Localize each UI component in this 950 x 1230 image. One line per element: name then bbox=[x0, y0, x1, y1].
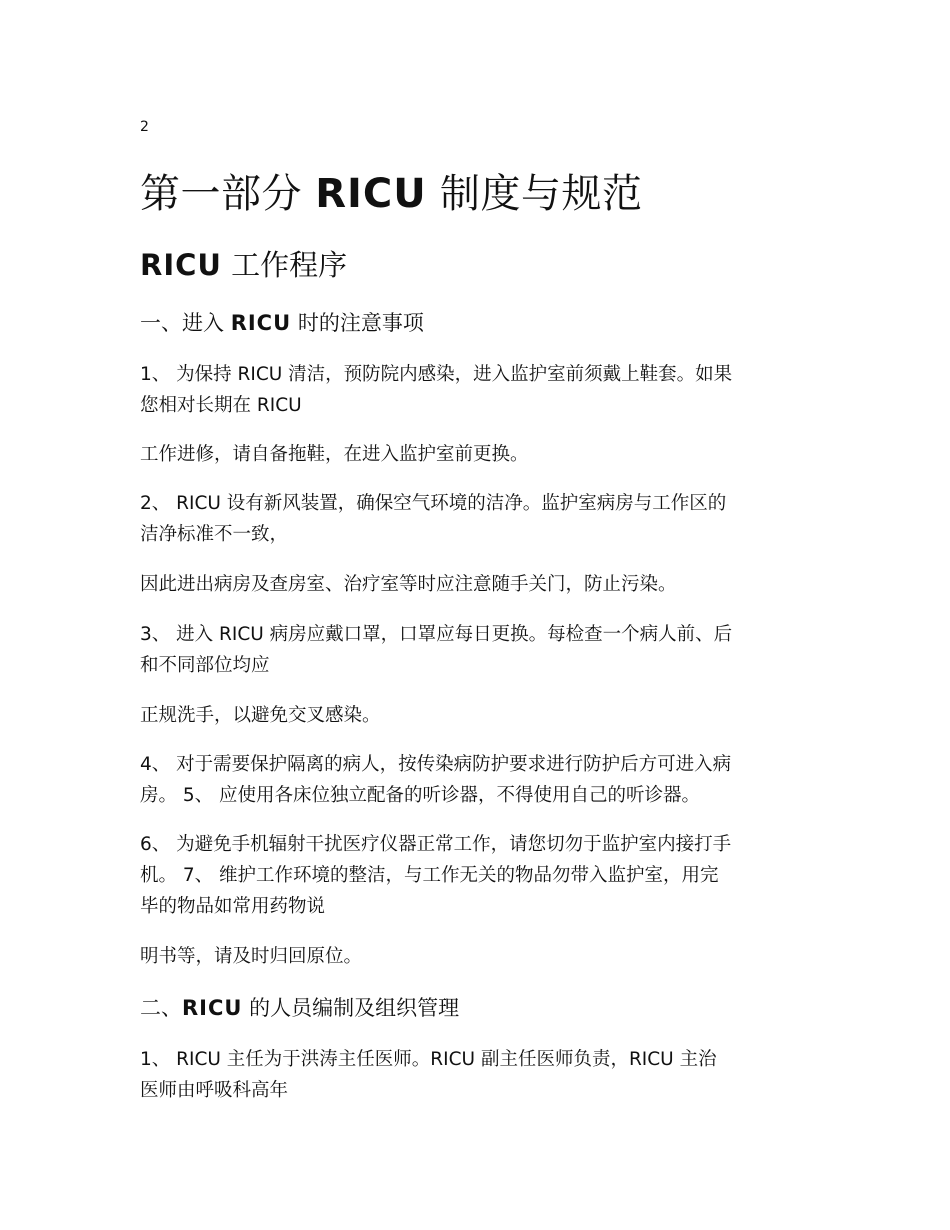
paragraph-line: 您相对长期在 RICU bbox=[140, 395, 302, 416]
title-suffix: 制度与规范 bbox=[426, 171, 643, 217]
section1-prefix: 一、进入 bbox=[140, 311, 231, 335]
paragraph-line: 和不同部位均应 bbox=[140, 655, 270, 676]
title-prefix: 第一部分 bbox=[140, 171, 316, 217]
paragraph-line: 1、 为保持 RICU 清洁，预防院内感染，进入监护室前须戴上鞋套。如果 bbox=[140, 364, 733, 385]
subsection-heading-1 bbox=[140, 308, 424, 338]
paragraph-line: 洁净标准不一致， bbox=[140, 524, 289, 545]
paragraph-3 bbox=[140, 488, 815, 550]
section2-prefix: 二、 bbox=[140, 996, 182, 1020]
paragraph-line: 房。 5、 应使用各床位独立配备的听诊器，不得使用自己的听诊器。 bbox=[140, 785, 701, 806]
paragraph-8 bbox=[140, 829, 815, 922]
subtitle-suffix: 工作程序 bbox=[221, 248, 348, 282]
section1-bold: RICU bbox=[230, 311, 292, 335]
paragraph-9 bbox=[140, 941, 815, 972]
paragraph-line: 2、 RICU 设有新风装置，确保空气环境的洁净。监护室病房与工作区的 bbox=[140, 493, 727, 514]
paragraph-line: 4、 对于需要保护隔离的病人，按传染病防护要求进行防护后方可进入病 bbox=[140, 754, 732, 775]
paragraph-line: 正规洗手，以避免交叉感染。 bbox=[140, 705, 381, 726]
section2-bold: RICU bbox=[182, 996, 243, 1020]
paragraph-line: 机。 7、 维护工作环境的整洁，与工作无关的物品勿带入监护室，用完 bbox=[140, 865, 719, 886]
paragraph-line: 3、 进入 RICU 病房应戴口罩，口罩应每日更换。每检查一个病人前、后 bbox=[140, 624, 733, 645]
paragraph-line: 1、 RICU 主任为于洪涛主任医师。RICU 副主任医师负责，RICU 主治 bbox=[140, 1049, 717, 1070]
subtitle-bold: RICU bbox=[140, 248, 222, 282]
paragraph-5 bbox=[140, 619, 815, 681]
paragraph-line: 因此进出病房及查房室、治疗室等时应注意随手关门，防止污染。 bbox=[140, 574, 677, 595]
paragraph-line: 6、 为避免手机辐射干扰医疗仪器正常工作，请您切勿于监护室内接打手 bbox=[140, 834, 732, 855]
paragraph-line: 明书等，请及时归回原位。 bbox=[140, 946, 363, 967]
paragraph-10 bbox=[140, 1044, 815, 1106]
paragraph-7 bbox=[140, 749, 815, 811]
paragraph-line: 毕的物品如常用药物说 bbox=[140, 896, 326, 917]
document-title bbox=[140, 168, 642, 220]
paragraph-line: 医师由呼吸科高年 bbox=[140, 1080, 289, 1101]
paragraph-6 bbox=[140, 700, 815, 731]
paragraph-2 bbox=[140, 439, 815, 470]
title-bold: RICU bbox=[315, 171, 427, 217]
section2-suffix: 的人员编制及组织管理 bbox=[242, 996, 460, 1020]
page-number: 2 bbox=[140, 119, 149, 135]
paragraph-1 bbox=[140, 359, 815, 421]
subsection-heading-2 bbox=[140, 993, 459, 1023]
paragraph-line: 工作进修，请自备拖鞋，在进入监护室前更换。 bbox=[140, 444, 529, 465]
paragraph-4 bbox=[140, 569, 815, 600]
section-heading bbox=[140, 246, 347, 284]
section1-suffix: 时的注意事项 bbox=[291, 311, 424, 335]
